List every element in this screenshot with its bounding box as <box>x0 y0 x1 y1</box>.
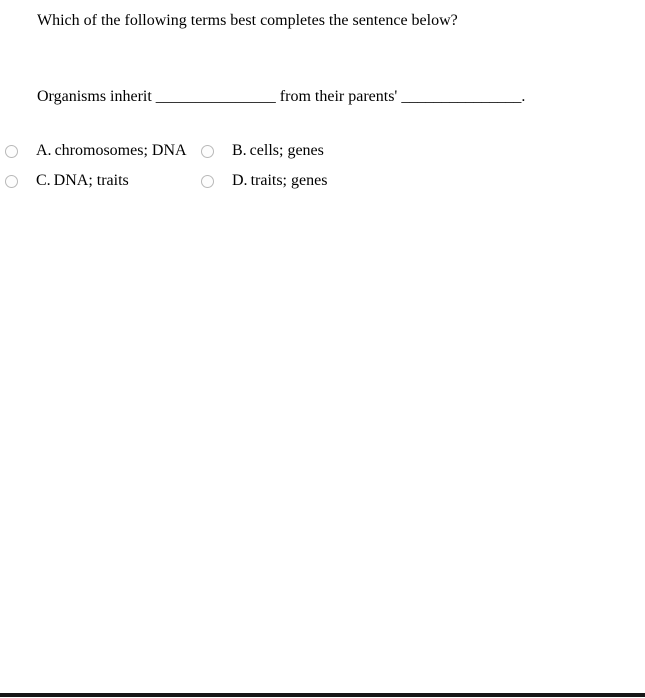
radio-button-b[interactable] <box>201 145 214 158</box>
option-b-text: cells; genes <box>249 142 324 159</box>
option-a-label[interactable] <box>36 141 187 161</box>
option-b-label[interactable] <box>232 141 324 161</box>
option-a-letter: A. <box>36 142 52 159</box>
option-d <box>201 171 327 191</box>
option-b <box>201 141 324 161</box>
radio-button-d[interactable] <box>201 175 214 188</box>
option-d-label[interactable] <box>232 171 327 191</box>
option-c-letter: C. <box>36 172 51 189</box>
option-c <box>5 171 129 191</box>
option-d-letter: D. <box>232 172 248 189</box>
option-d-text: traits; genes <box>250 172 328 189</box>
option-a <box>5 141 187 161</box>
radio-button-a[interactable] <box>5 145 18 158</box>
question-title: Which of the following terms best completes the sentence below? <box>37 12 458 29</box>
option-b-letter: B. <box>232 142 247 159</box>
option-c-label[interactable] <box>36 171 129 191</box>
bottom-divider <box>0 693 645 697</box>
option-c-text: DNA; traits <box>53 172 129 189</box>
option-a-text: chromosomes; DNA <box>54 142 187 159</box>
radio-button-c[interactable] <box>5 175 18 188</box>
fill-in-blank-sentence: Organisms inherit _______________ from their parents' _______________. <box>37 88 526 105</box>
